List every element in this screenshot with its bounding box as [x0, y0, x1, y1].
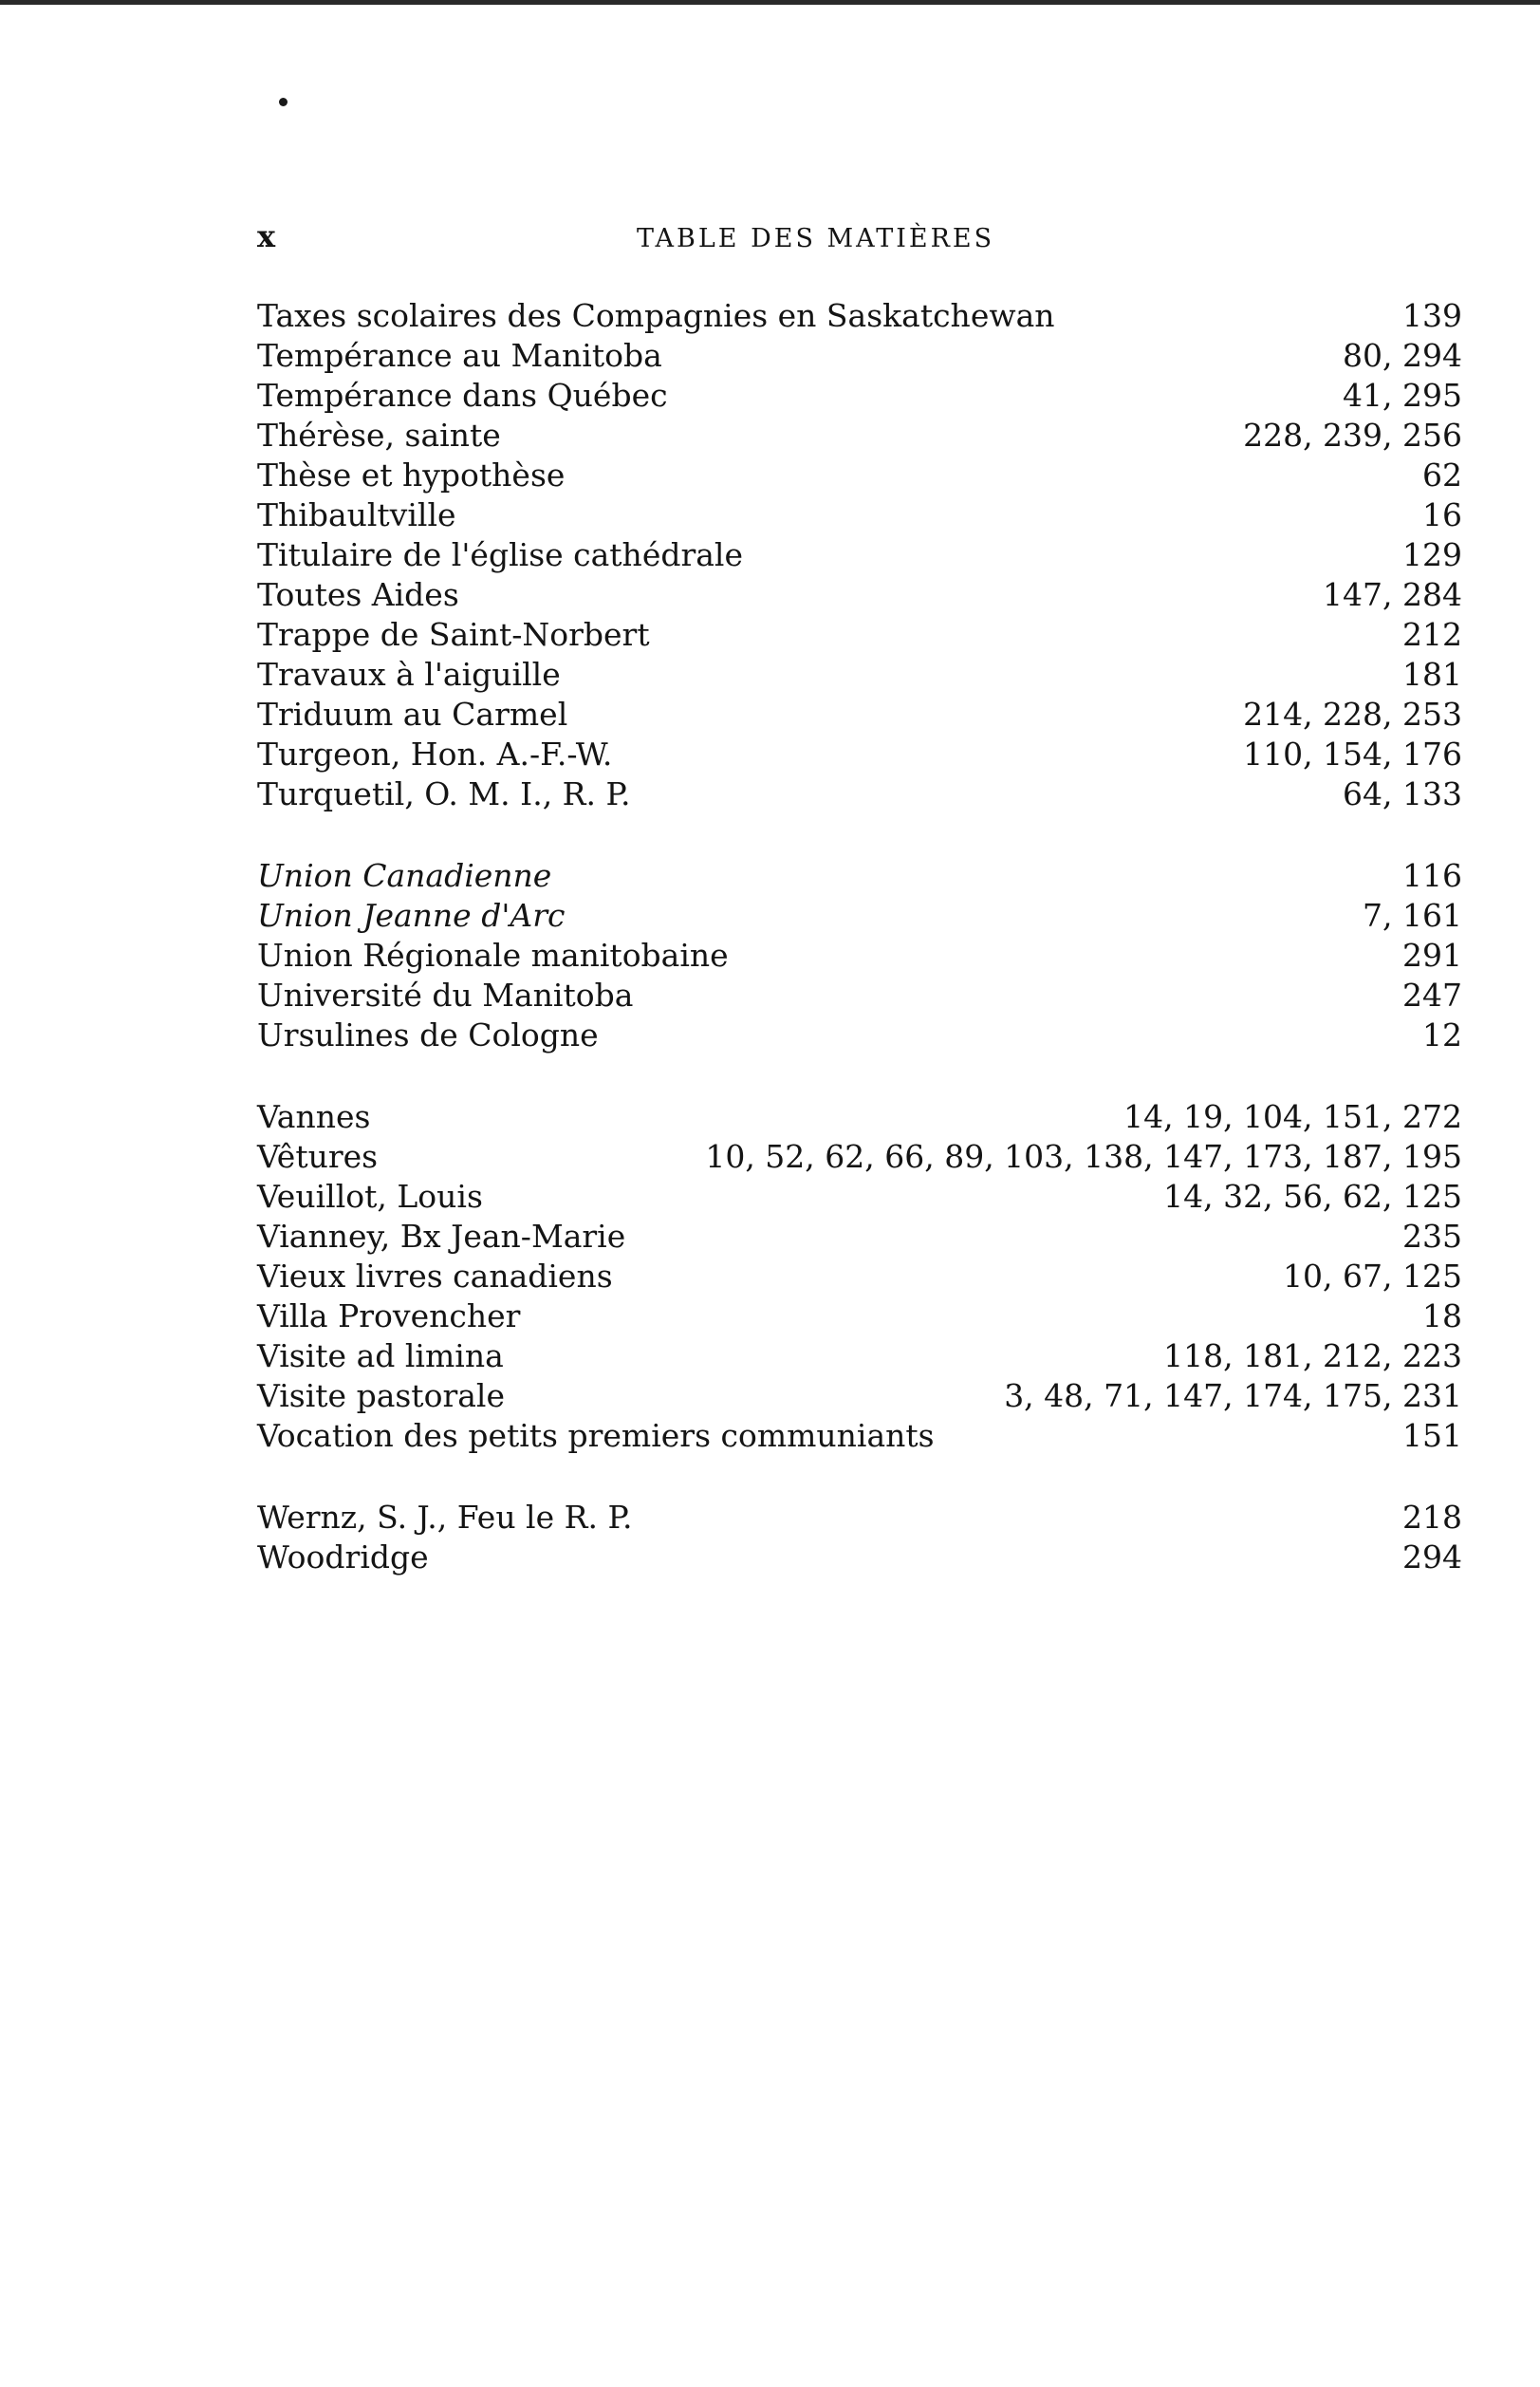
- index-entry: [257, 495, 1462, 535]
- entry-pages: 218: [1402, 1499, 1462, 1536]
- entry-pages: 10, 52, 62, 66, 89, 103, 138, 147, 173, 187, 195: [705, 1138, 1462, 1175]
- entry-pages: 12: [1422, 1016, 1462, 1054]
- entry-pages: 18: [1422, 1297, 1462, 1334]
- index-list: [257, 296, 1462, 1619]
- entry-term: Villa Provencher: [257, 1297, 521, 1334]
- index-entry: [257, 655, 1462, 695]
- index-entry: [257, 1217, 1462, 1257]
- entry-term: Union Régionale manitobaine: [257, 937, 729, 974]
- entry-term: Vianney, Bx Jean-Marie: [257, 1218, 626, 1255]
- entry-term: Tempérance dans Québec: [257, 377, 668, 414]
- index-entry: [257, 936, 1462, 976]
- index-entry: [257, 1376, 1462, 1416]
- index-entry: [257, 695, 1462, 735]
- index-entry: [257, 1336, 1462, 1376]
- entry-pages: 7, 161: [1363, 897, 1462, 934]
- entry-term: Turquetil, O. M. I., R. P.: [257, 775, 631, 812]
- index-entry: [257, 376, 1462, 416]
- entry-term: Turgeon, Hon. A.-F.-W.: [257, 736, 613, 773]
- index-entry: [257, 535, 1462, 575]
- entry-term: Thérèse, sainte: [257, 417, 501, 454]
- index-entry: [257, 575, 1462, 615]
- top-edge-rule: [0, 0, 1540, 5]
- entry-term: Travaux à l'aiguille: [257, 656, 561, 693]
- entry-pages: 247: [1402, 977, 1462, 1014]
- index-entry: [257, 1416, 1462, 1456]
- entry-pages: 214, 228, 253: [1243, 696, 1462, 733]
- entry-pages: 14, 19, 104, 151, 272: [1123, 1098, 1462, 1135]
- index-entry: [257, 1016, 1462, 1055]
- entry-pages: 151: [1402, 1417, 1462, 1454]
- entry-term: Visite pastorale: [257, 1377, 505, 1414]
- entry-term: Visite ad limina: [257, 1337, 504, 1374]
- entry-term: Tempérance au Manitoba: [257, 337, 662, 374]
- entry-term: Thèse et hypothèse: [257, 457, 566, 494]
- entry-pages: 291: [1402, 937, 1462, 974]
- index-group: [257, 856, 1462, 1055]
- index-entry: [257, 336, 1462, 376]
- entry-pages: 41, 295: [1343, 377, 1462, 414]
- entry-term: Trappe de Saint-Norbert: [257, 616, 650, 653]
- entry-pages: 10, 67, 125: [1283, 1258, 1462, 1295]
- entry-pages: 16: [1422, 496, 1462, 533]
- entry-pages: 62: [1422, 457, 1462, 494]
- entry-pages: 228, 239, 256: [1243, 417, 1462, 454]
- index-entry: [257, 456, 1462, 495]
- entry-pages: 212: [1402, 616, 1462, 653]
- entry-pages: 139: [1402, 297, 1462, 334]
- ink-speck: [279, 98, 288, 106]
- index-entry: [257, 1498, 1462, 1538]
- index-entry: [257, 416, 1462, 456]
- entry-term: Vannes: [257, 1098, 371, 1135]
- index-entry: [257, 976, 1462, 1016]
- index-entry: [257, 1137, 1462, 1177]
- entry-pages: 14, 32, 56, 62, 125: [1163, 1178, 1462, 1215]
- entry-term: Wernz, S. J., Feu le R. P.: [257, 1499, 633, 1536]
- running-title: TABLE DES MATIÈRES: [637, 224, 995, 253]
- index-entry: [257, 735, 1462, 774]
- entry-pages: 110, 154, 176: [1243, 736, 1462, 773]
- entry-term: Vêtures: [257, 1138, 379, 1175]
- entry-pages: 294: [1402, 1538, 1462, 1576]
- index-entry: [257, 296, 1462, 336]
- entry-pages: 116: [1402, 857, 1462, 894]
- entry-term: Union Jeanne d'Arc: [257, 897, 566, 934]
- index-group: [257, 1097, 1462, 1456]
- entry-pages: 147, 284: [1323, 576, 1462, 613]
- index-entry: [257, 896, 1462, 936]
- entry-term: Woodridge: [257, 1538, 429, 1576]
- entry-term: Veuillot, Louis: [257, 1178, 483, 1215]
- index-group: [257, 296, 1462, 814]
- index-entry: [257, 1257, 1462, 1296]
- entry-pages: 3, 48, 71, 147, 174, 175, 231: [1004, 1377, 1462, 1414]
- entry-pages: 118, 181, 212, 223: [1163, 1337, 1462, 1374]
- index-entry: [257, 615, 1462, 655]
- entry-pages: 80, 294: [1343, 337, 1462, 374]
- index-group: [257, 1498, 1462, 1577]
- entry-term: Titulaire de l'église cathédrale: [257, 536, 743, 573]
- entry-term: Université du Manitoba: [257, 977, 634, 1014]
- index-entry: [257, 1538, 1462, 1577]
- index-entry: [257, 856, 1462, 896]
- page-header: [257, 218, 1462, 256]
- index-entry: [257, 774, 1462, 814]
- entry-pages: 235: [1402, 1218, 1462, 1255]
- index-entry: [257, 1097, 1462, 1137]
- entry-pages: 181: [1402, 656, 1462, 693]
- entry-term: Thibaultville: [257, 496, 456, 533]
- entry-pages: 129: [1402, 536, 1462, 573]
- entry-term: Union Canadienne: [257, 857, 552, 894]
- page-number: x: [257, 218, 276, 254]
- entry-pages: 64, 133: [1343, 775, 1462, 812]
- entry-term: Triduum au Carmel: [257, 696, 568, 733]
- entry-term: Toutes Aides: [257, 576, 459, 613]
- index-entry: [257, 1177, 1462, 1217]
- entry-term: Taxes scolaires des Compagnies en Saskatchewan: [257, 297, 1055, 334]
- entry-term: Ursulines de Cologne: [257, 1016, 599, 1054]
- entry-term: Vocation des petits premiers communiants: [257, 1417, 935, 1454]
- index-entry: [257, 1296, 1462, 1336]
- entry-term: Vieux livres canadiens: [257, 1258, 613, 1295]
